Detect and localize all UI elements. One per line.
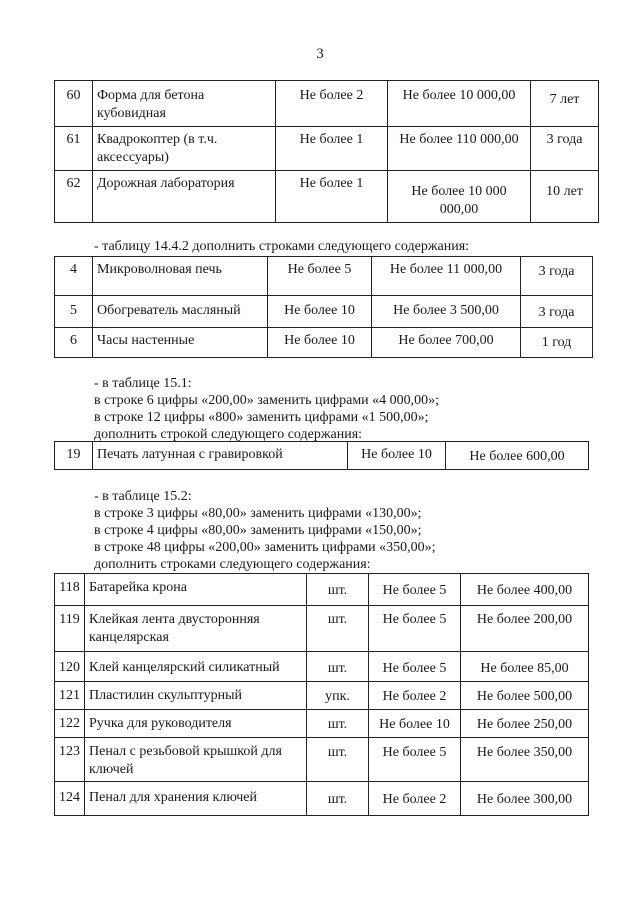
table-row <box>55 652 589 682</box>
table-15-1-addition <box>54 441 589 470</box>
item-name: Клейкая лента двусторонняя канцелярская <box>85 606 307 652</box>
service-life: 3 года <box>531 127 599 171</box>
quantity-limit: Не более 2 <box>276 81 388 127</box>
quantity-limit: Не более 5 <box>369 738 461 782</box>
item-name: Печать латунная с гравировкой <box>93 442 348 470</box>
table-row <box>55 606 589 652</box>
instruction-table-15-2 <box>94 488 436 573</box>
table-row <box>55 81 599 127</box>
instruction-table-15-1 <box>94 375 439 443</box>
row-number: 60 <box>55 81 93 127</box>
service-life: 7 лет <box>531 81 599 127</box>
service-life: 10 лет <box>531 171 599 223</box>
quantity-limit: Не более 5 <box>369 606 461 652</box>
row-number: 120 <box>55 652 85 682</box>
item-name: Квадрокоптер (в т.ч. аксессуары) <box>93 127 276 171</box>
unit: шт. <box>307 738 369 782</box>
row-number: 119 <box>55 606 85 652</box>
table-row <box>55 710 589 738</box>
table-row <box>55 442 589 470</box>
instruction-line: в строке 4 цифры «80,00» заменить цифрами «150,00»; <box>94 523 422 538</box>
price-limit: Не более 85,00 <box>461 652 589 682</box>
price-limit: Не более 500,00 <box>461 682 589 710</box>
row-number: 19 <box>55 442 93 470</box>
table-row <box>55 257 593 296</box>
item-name: Клей канцелярский силикатный <box>85 652 307 682</box>
unit: упк. <box>307 682 369 710</box>
price-limit: Не более 600,00 <box>446 442 589 470</box>
table-row <box>55 127 599 171</box>
row-number: 61 <box>55 127 93 171</box>
table-row <box>55 682 589 710</box>
price-limit: Не более 400,00 <box>461 574 589 606</box>
price-limit: Не более 200,00 <box>461 606 589 652</box>
item-name: Пенал для хранения ключей <box>85 782 307 816</box>
row-number: 118 <box>55 574 85 606</box>
price-limit: Не более 3 500,00 <box>372 296 521 328</box>
unit: шт. <box>307 606 369 652</box>
unit: шт. <box>307 574 369 606</box>
table-row <box>55 296 593 328</box>
row-number: 122 <box>55 710 85 738</box>
price-limit: Не более 300,00 <box>461 782 589 816</box>
table-14-4-2-additions <box>54 256 593 358</box>
row-number: 6 <box>55 328 93 358</box>
instruction-line: дополнить строкой следующего содержания: <box>94 427 363 442</box>
price-limit: Не более 700,00 <box>372 328 521 358</box>
table-row <box>55 171 599 223</box>
item-name: Обогреватель масляный <box>93 296 268 328</box>
row-number: 124 <box>55 782 85 816</box>
instruction-line: - в таблице 15.1: <box>94 376 192 391</box>
price-limit: Не более 10 000 000,00 <box>388 171 531 223</box>
item-name: Пенал с резьбовой крышкой для ключей <box>85 738 307 782</box>
price-limit: Не более 350,00 <box>461 738 589 782</box>
instruction-line: в строке 6 цифры «200,00» заменить цифрами «4 000,00»; <box>94 393 440 408</box>
service-life: 3 года <box>521 257 593 296</box>
price-limit: Не более 11 000,00 <box>372 257 521 296</box>
instruction-table-14-4-2: - таблицу 14.4.2 дополнить строками следующего содержания: <box>94 239 470 254</box>
service-life: 1 год <box>521 328 593 358</box>
row-number: 123 <box>55 738 85 782</box>
item-name: Ручка для руководителя <box>85 710 307 738</box>
row-number: 4 <box>55 257 93 296</box>
item-name: Пластилин скульптурный <box>85 682 307 710</box>
table-row <box>55 782 589 816</box>
quantity-limit: Не более 5 <box>369 652 461 682</box>
table-row <box>55 328 593 358</box>
instruction-line: в строке 48 цифры «200,00» заменить цифрами «350,00»; <box>94 540 436 555</box>
quantity-limit: Не более 2 <box>369 682 461 710</box>
quantity-limit: Не более 10 <box>348 442 446 470</box>
quantity-limit: Не более 10 <box>369 710 461 738</box>
quantity-limit: Не более 5 <box>369 574 461 606</box>
item-name: Дорожная лаборатория <box>93 171 276 223</box>
quantity-limit: Не более 1 <box>276 127 388 171</box>
price-limit: Не более 10 000,00 <box>388 81 531 127</box>
table-15-2-additions <box>54 573 589 816</box>
item-name: Микроволновая печь <box>93 257 268 296</box>
page-number: 3 <box>316 46 324 62</box>
unit: шт. <box>307 782 369 816</box>
item-name: Часы настенные <box>93 328 268 358</box>
price-limit: Не более 250,00 <box>461 710 589 738</box>
service-life: 3 года <box>521 296 593 328</box>
quantity-limit: Не более 10 <box>268 328 372 358</box>
table-vehicles-equipment <box>54 80 599 223</box>
quantity-limit: Не более 2 <box>369 782 461 816</box>
instruction-line: в строке 3 цифры «80,00» заменить цифрами «130,00»; <box>94 506 422 521</box>
quantity-limit: Не более 10 <box>268 296 372 328</box>
row-number: 62 <box>55 171 93 223</box>
table-row <box>55 574 589 606</box>
row-number: 5 <box>55 296 93 328</box>
item-name: Батарейка крона <box>85 574 307 606</box>
table-row <box>55 738 589 782</box>
quantity-limit: Не более 5 <box>268 257 372 296</box>
unit: шт. <box>307 710 369 738</box>
unit: шт. <box>307 652 369 682</box>
instruction-line: - в таблице 15.2: <box>94 489 192 504</box>
instruction-line: в строке 12 цифры «800» заменить цифрами «1 500,00»; <box>94 410 429 425</box>
item-name: Форма для бетона кубовидная <box>93 81 276 127</box>
instruction-line: дополнить строками следующего содержания: <box>94 557 371 572</box>
quantity-limit: Не более 1 <box>276 171 388 223</box>
price-limit: Не более 110 000,00 <box>388 127 531 171</box>
row-number: 121 <box>55 682 85 710</box>
